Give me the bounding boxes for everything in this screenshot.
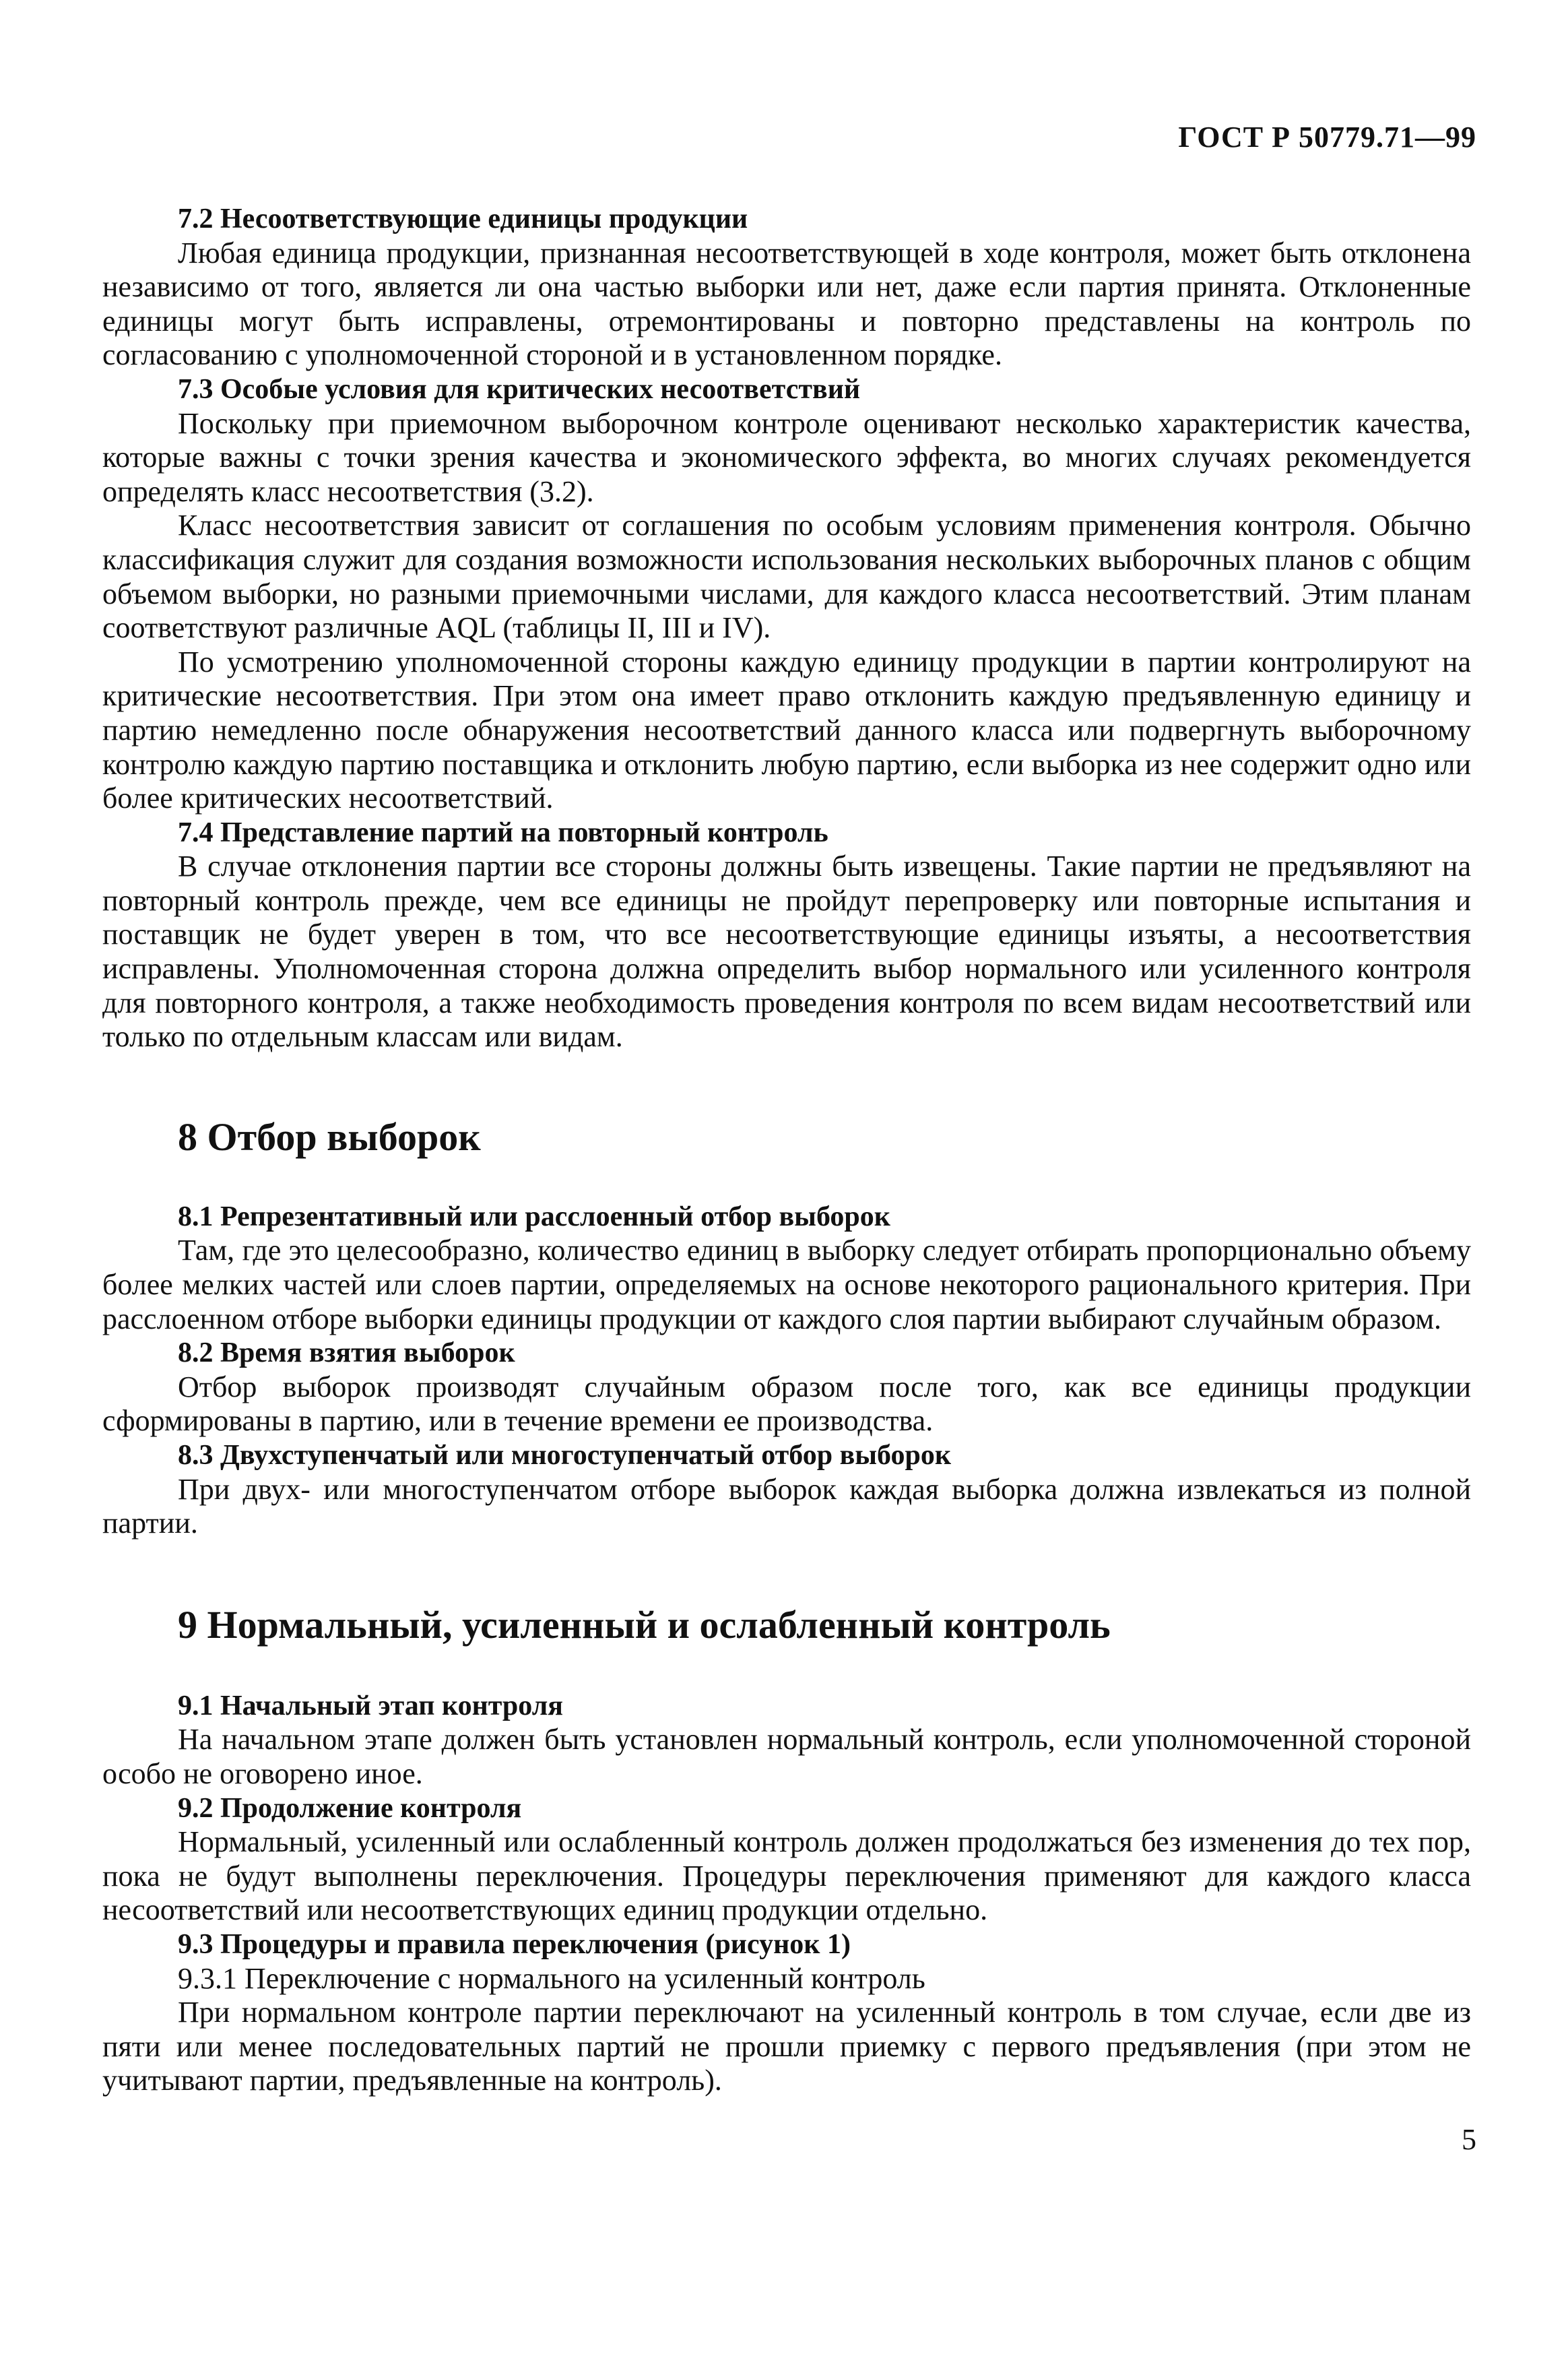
paragraph-7-3-1: Поскольку при приемочном выборочном контроле оценивают несколько характеристик качества, которые важны с точки зрения качества и экономического эффекта, во многих случаях рекомендуется определять класс несоответствия (3.2). <box>102 406 1471 508</box>
page-number: 5 <box>1462 2123 1476 2156</box>
paragraph-9-2-1: Нормальный, усиленный или ослабленный контроль должен продолжаться без изменения до тех пор, пока не будут выполнены переключения. Процедуры переключения применяют для каждого класса несоответствий или несоответствующих единиц продукции отдельно. <box>102 1825 1471 1927</box>
paragraph-7-3-2: Класс несоответствия зависит от соглашения по особым условиям применения контроля. Обычно классификация служит для создания возможности использования нескольких выборочных планов с общим объемом выборки, но разными приемочными числами, для каждого класса несоответствий. Этим планам соответствуют различные AQL (таблицы II, III и IV). <box>102 509 1471 645</box>
heading-9-3: 9.3 Процедуры и правила переключения (рисунок 1) <box>178 1928 851 1960</box>
heading-7-4: 7.4 Представление партий на повторный контроль <box>178 817 828 848</box>
heading-9-3-1: 9.3.1 Переключение с нормального на усиленный контроль <box>178 1961 925 1995</box>
paragraph-7-3-3: По усмотрению уполномоченной стороны каждую единицу продукции в партии контролируют на критические несоответствия. При этом она имеет право отклонить каждую предъявленную единицу и партию немедленно после обнаружения несоответствий данного класса или подвергнуть выборочному контролю каждую партию поставщика и отклонить любую партию, если выборка из нее содержит одно или более критических несоответствий. <box>102 645 1471 815</box>
page-content <box>102 202 1471 2098</box>
paragraph-7-4-1: В случае отклонения партии все стороны должны быть извещены. Такие партии не предъявляют на повторный контроль прежде, чем все единицы не пройдут перепроверку или повторные испытания и поставщик не будет уверен в том, что все несоответствующие единицы изъяты, а несоответствия исправлены. Уполномоченная сторона должна определить выбор нормального или усиленного контроля для повторного контроля, а также необходимость проведения контроля по всем видам несоответствий или только по отдельным классам или видам. <box>102 850 1471 1054</box>
paragraph-8-3-1: При двух- или многоступенчатом отборе выборок каждая выборка должна извлекаться из полной партии. <box>102 1472 1471 1540</box>
paragraph-9-1-1: На начальном этапе должен быть установлен нормальный контроль, если уполномоченной стороной особо не оговорено иное. <box>102 1723 1471 1790</box>
paragraph-8-2-1: Отбор выборок производят случайным образом после того, как все единицы продукции сформированы в партию, или в течение времени ее производства. <box>102 1370 1471 1438</box>
document-id: ГОСТ Р 50779.71—99 <box>1178 121 1476 154</box>
heading-8-1: 8.1 Репрезентативный или расслоенный отбор выборок <box>178 1201 890 1232</box>
heading-9-2: 9.2 Продолжение контроля <box>178 1792 522 1824</box>
heading-8-2: 8.2 Время взятия выборок <box>178 1337 515 1369</box>
paragraph-8-1-1: Там, где это целесообразно, количество единиц в выборку следует отбирать пропорционально объему более мелких частей или слоев партии, определяемых на основе некоторого рационального критерия. При расслоенном отборе выборки единицы продукции от каждого слоя партии выбирают случайным образом. <box>102 1234 1471 1335</box>
paragraph-9-3-1-1: При нормальном контроле партии переключают на усиленный контроль в том случае, если две из пяти или менее последовательных партий не прошли приемку с первого предъявления (при этом не учитывают партии, предъявленные на контроль). <box>102 1996 1471 2097</box>
section-heading-8: 8 Отбор выборок <box>178 1114 481 1159</box>
heading-7-2: 7.2 Несоответствующие единицы продукции <box>178 203 748 234</box>
heading-7-3: 7.3 Особые условия для критических несоответствий <box>178 373 861 405</box>
heading-9-1: 9.1 Начальный этап контроля <box>178 1690 564 1721</box>
section-heading-9: 9 Нормальный, усиленный и ослабленный контроль <box>178 1602 1111 1647</box>
paragraph-7-2-1: Любая единица продукции, признанная несоответствующей в ходе контроля, может быть отклонена независимо от того, является ли она частью выборки или нет, даже если партия принята. Отклоненные единицы могут быть исправлены, отремонтированы и повторно представлены на контроль по согласованию с уполномоченной стороной и в установленном порядке. <box>102 236 1471 372</box>
heading-8-3: 8.3 Двухступенчатый или многоступенчатый отбор выборок <box>178 1440 952 1471</box>
